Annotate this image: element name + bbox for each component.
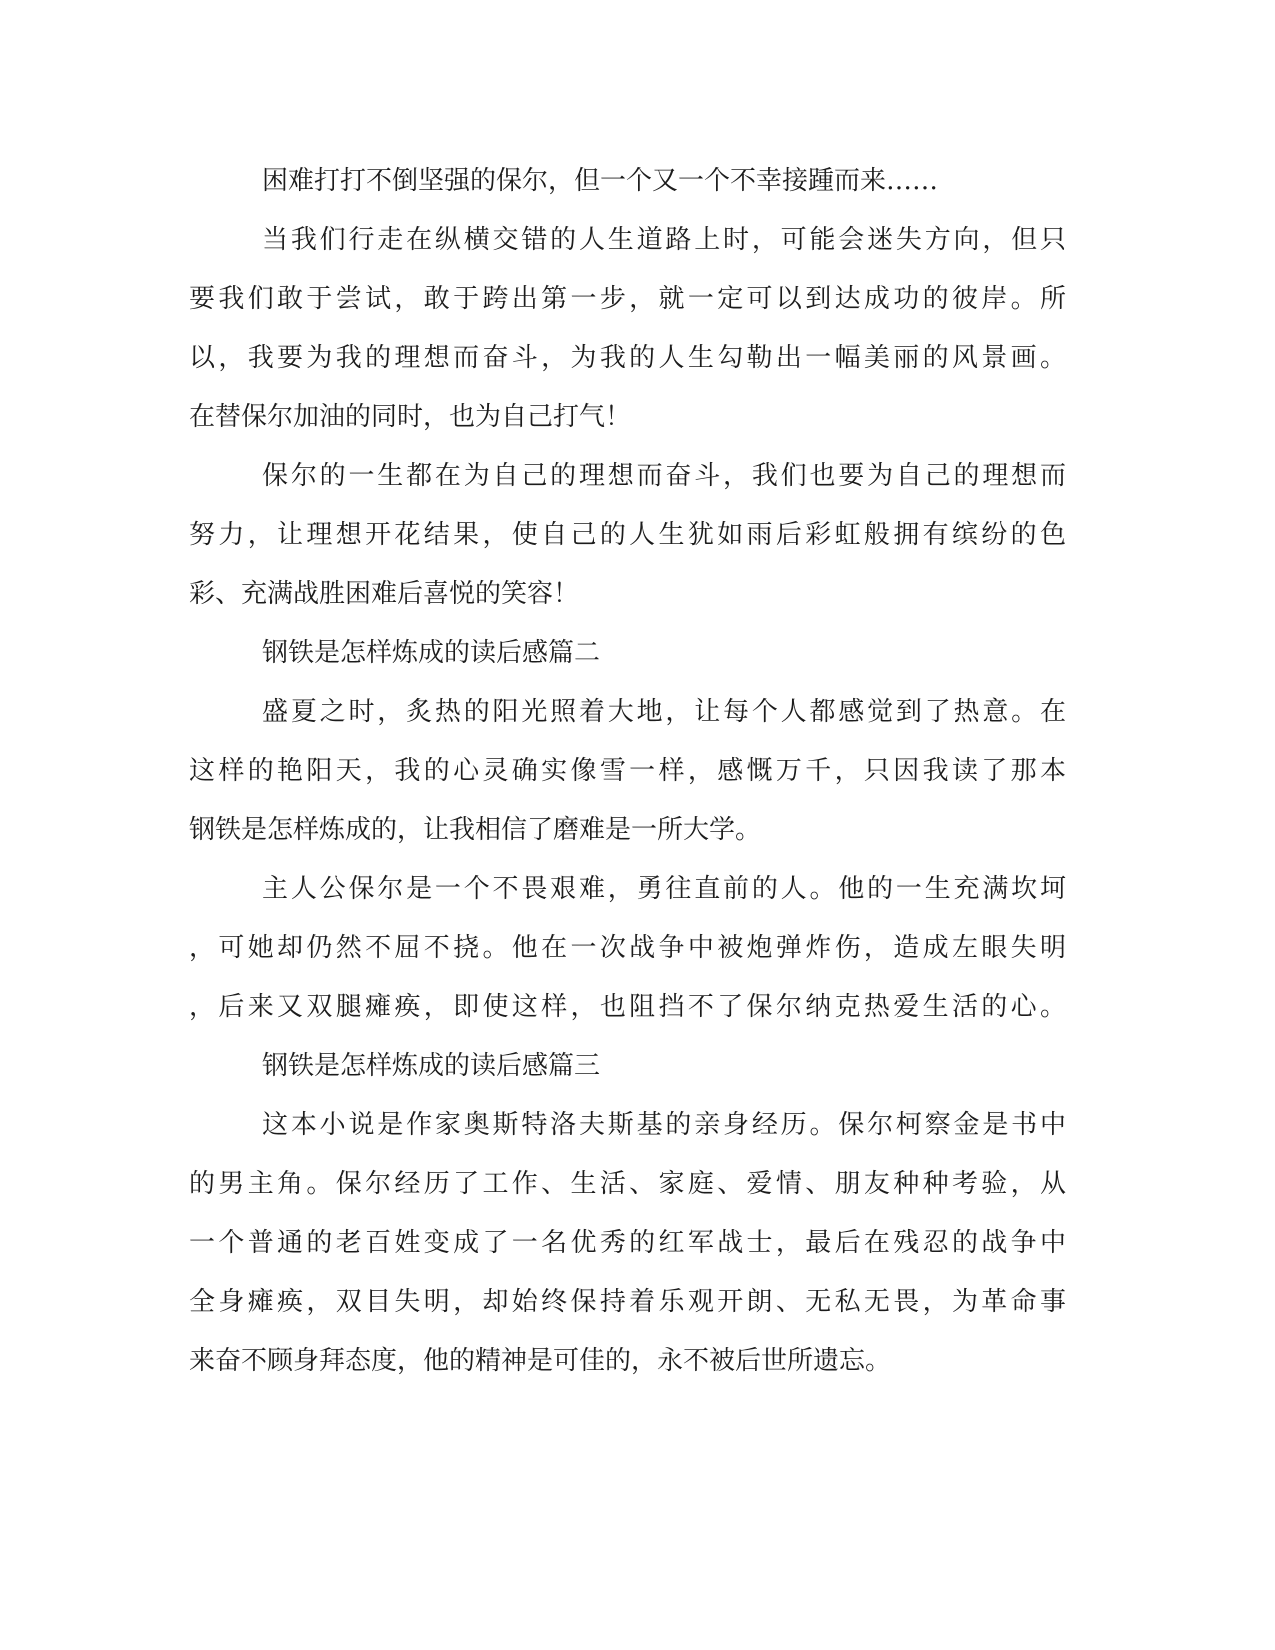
paragraph-3-line-3: 彩、充满战胜困难后喜悦的笑容！ [189,579,580,609]
paragraph-3-line-2: 努力，让理想开花结果，使自己的人生犹如雨后彩虹般拥有缤纷的色 [189,520,1066,550]
paragraph-2-line-3: 以，我要为我的理想而奋斗，为我的人生勾勒出一幅美丽的风景画。 [189,343,1066,373]
paragraph-3-line-1: 保尔的一生都在为自己的理想而奋斗，我们也要为自己的理想而 [262,461,1066,491]
paragraph-5-line-1: 盛夏之时，炙热的阳光照着大地，让每个人都感觉到了热意。在 [262,697,1066,727]
paragraph-6-line-3: ，后来又双腿瘫痪，即使这样，也阻挡不了保尔纳克热爱生活的心。 [189,992,1066,1022]
paragraph-8-line-5: 来奋不顾身拜态度，他的精神是可佳的，永不被后世所遗忘。 [189,1346,892,1376]
paragraph-6-line-1: 主人公保尔是一个不畏艰难，勇往直前的人。他的一生充满坎坷 [262,874,1066,904]
paragraph-8-line-3: 一个普通的老百姓变成了一名优秀的红军战士，最后在残忍的战争中 [189,1228,1066,1258]
paragraph-8-line-4: 全身瘫痪，双目失明，却始终保持着乐观开朗、无私无畏，为革命事 [189,1287,1066,1317]
paragraph-8-line-2: 的男主角。保尔经历了工作、生活、家庭、爱情、朋友种种考验，从 [189,1169,1066,1199]
paragraph-8-line-1: 这本小说是作家奥斯特洛夫斯基的亲身经历。保尔柯察金是书中 [262,1110,1066,1140]
paragraph-5-line-2: 这样的艳阳天，我的心灵确实像雪一样，感慨万千，只因我读了那本 [189,756,1066,786]
section-heading-2: 钢铁是怎样炼成的读后感篇二 [262,638,601,668]
paragraph-1-line-1: 困难打打不倒坚强的保尔，但一个又一个不幸接踵而来…… [262,166,939,196]
paragraph-2-line-1: 当我们行走在纵横交错的人生道路上时，可能会迷失方向，但只 [262,225,1066,255]
paragraph-2-line-4: 在替保尔加油的同时，也为自己打气！ [189,402,632,432]
section-heading-3: 钢铁是怎样炼成的读后感篇三 [262,1051,601,1081]
paragraph-6-line-2: ，可她却仍然不屈不挠。他在一次战争中被炮弹炸伤，造成左眼失明 [189,933,1066,963]
paragraph-5-line-3: 钢铁是怎样炼成的，让我相信了磨难是一所大学。 [189,815,762,845]
paragraph-2-line-2: 要我们敢于尝试，敢于跨出第一步，就一定可以到达成功的彼岸。所 [189,284,1066,314]
